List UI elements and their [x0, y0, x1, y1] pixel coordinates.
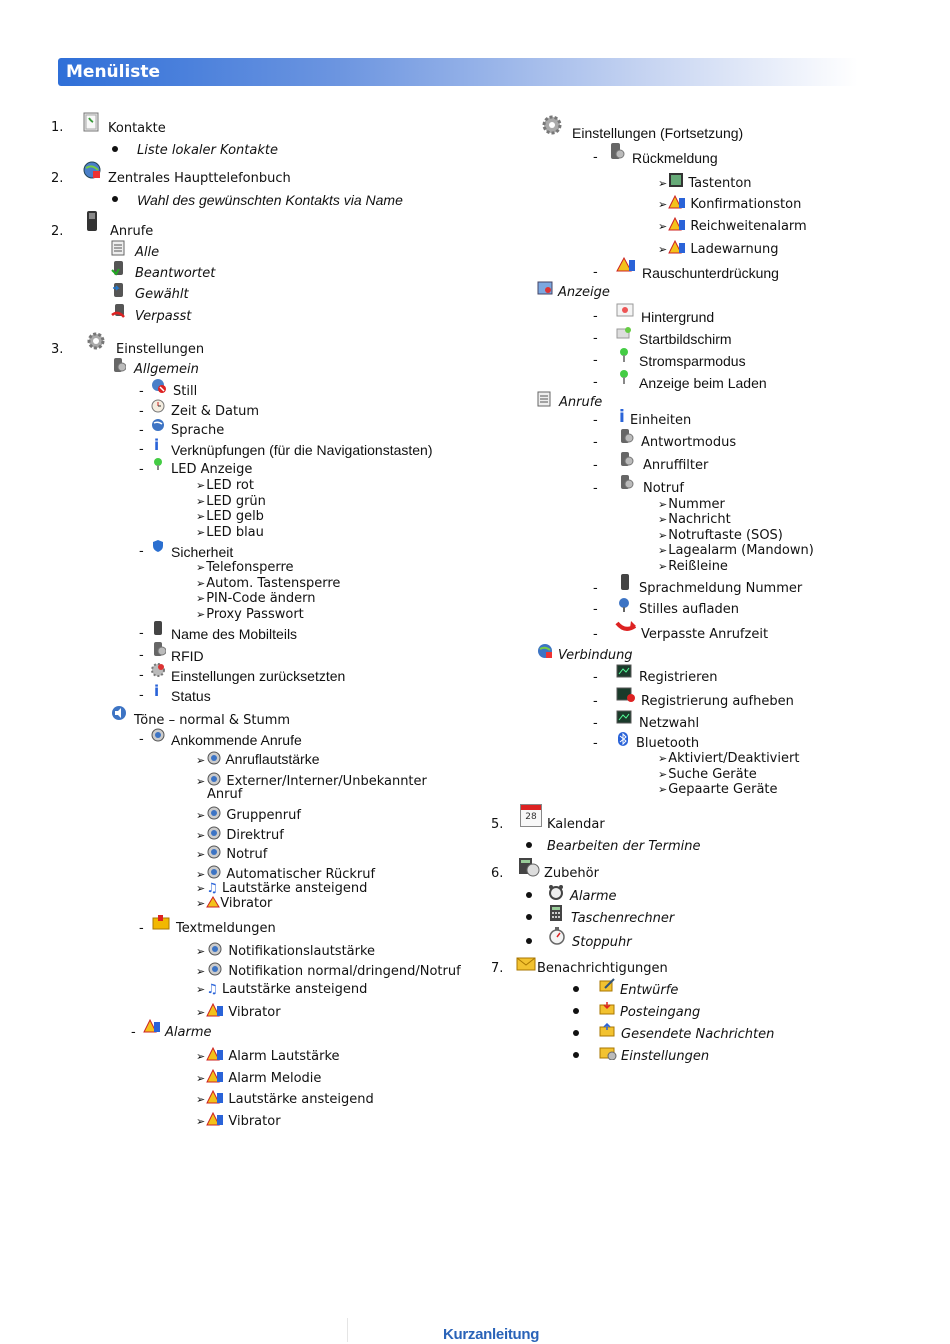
- network-select-icon: [616, 710, 632, 724]
- menu-item-stromsparmodus[interactable]: Stromsparmodus: [639, 353, 746, 369]
- menu-item-toene[interactable]: Töne – normal & Stumm: [134, 713, 291, 728]
- label: Alarm Melodie: [228, 1071, 322, 1086]
- phone-gear-icon: [619, 474, 635, 490]
- label: LED grün: [206, 494, 266, 509]
- inbox-icon: [599, 1001, 615, 1015]
- menu-item-wahl-kontakt[interactable]: Wahl des gewünschten Kontakts via Name: [137, 192, 403, 208]
- menu-item-suche-geraete[interactable]: [658, 767, 757, 783]
- alarm-icon: [206, 1047, 224, 1061]
- menu-item-alarm-lautstaerke[interactable]: [196, 1047, 340, 1065]
- label: Alarm Lautstärke: [228, 1049, 340, 1064]
- language-globe-icon: [151, 418, 165, 432]
- label: Notruf: [226, 847, 268, 862]
- handset-icon: [620, 573, 630, 591]
- missed-call-icon: [111, 303, 127, 319]
- keypad-icon: [668, 172, 684, 188]
- arrow-icon: ➢: [196, 775, 206, 788]
- menu-item-name-mobilteil[interactable]: Name des Mobilteils: [171, 626, 298, 642]
- bullet: [573, 1008, 579, 1014]
- label: LED blau: [206, 525, 264, 540]
- arrow-icon: ➢: [196, 577, 206, 590]
- clock-icon: [151, 399, 165, 413]
- arrow-icon: ➢: [196, 592, 206, 605]
- label: Vibrator: [228, 1114, 281, 1129]
- arrow-icon: ➢: [658, 783, 668, 796]
- label: Vibrator: [220, 896, 273, 911]
- menu-item-gewaehlt[interactable]: Gewählt: [135, 287, 189, 302]
- alarm-icon: [206, 1069, 224, 1083]
- menu-item-ankommende-anrufe[interactable]: Ankommende Anrufe: [171, 732, 302, 748]
- dash: -: [139, 544, 144, 559]
- ringtone-icon: [206, 826, 222, 840]
- dash: -: [139, 423, 144, 438]
- label: Telefonsperre: [206, 560, 294, 575]
- menu-item-verknuepfungen[interactable]: Verknüpfungen (für die Navigationstasten): [171, 442, 433, 458]
- dash: -: [593, 716, 598, 731]
- call-list-icon: [537, 391, 551, 407]
- dash: -: [593, 670, 598, 685]
- bullet: [526, 914, 532, 920]
- menu-item-verpasst[interactable]: Verpasst: [135, 309, 192, 324]
- label: Direktruf: [226, 828, 284, 843]
- arrow-icon: ➢: [196, 945, 206, 958]
- silent-icon: [151, 378, 167, 394]
- menu-item-sicherheit[interactable]: Sicherheit: [171, 544, 234, 560]
- dash: -: [139, 688, 144, 703]
- label: Proxy Passwort: [206, 607, 304, 622]
- arrow-icon: ➢: [658, 220, 668, 233]
- dash: -: [139, 442, 144, 457]
- dash: -: [139, 648, 144, 663]
- menu-item-allgemein[interactable]: Allgemein: [134, 362, 199, 377]
- menu-item-still[interactable]: Still: [173, 384, 198, 399]
- menu-item-gepaarte-geraete[interactable]: [658, 782, 778, 798]
- label: Gruppenruf: [226, 808, 301, 823]
- menu-item-reissleine[interactable]: [658, 559, 728, 575]
- label: Konfirmationston: [690, 197, 802, 212]
- charging-led-icon: [618, 369, 630, 385]
- arrow-icon: ➢: [196, 965, 206, 978]
- arrow-icon: ➢: [196, 897, 206, 910]
- home-screen-icon: [616, 326, 632, 340]
- menu-item-anrufe[interactable]: Anrufe: [110, 224, 154, 239]
- label: Lautstärke ansteigend: [228, 1092, 374, 1107]
- calendar-icon: [520, 804, 542, 827]
- stopwatch-icon: [548, 927, 566, 945]
- menu-item-bluetooth[interactable]: Bluetooth: [636, 736, 700, 751]
- phone-gear-icon: [619, 428, 635, 444]
- arrow-icon: ➢: [196, 479, 206, 492]
- item-number: 5.: [491, 817, 504, 832]
- dash: -: [139, 668, 144, 683]
- calendar-day: 28: [525, 812, 537, 822]
- info-icon: i: [619, 407, 625, 427]
- bullet: [112, 146, 118, 152]
- label: Notifikationslautstärke: [228, 944, 376, 959]
- bullet: [526, 842, 532, 848]
- menu-item-startbildschirm[interactable]: Startbildschirm: [639, 331, 732, 347]
- dash: -: [593, 581, 598, 596]
- answered-call-icon: [111, 260, 125, 276]
- dash: -: [593, 627, 598, 642]
- bullet: [526, 938, 532, 944]
- alarm-icon: [668, 217, 686, 231]
- power-save-led-icon: [618, 347, 630, 363]
- bullet: [526, 892, 532, 898]
- menu-item-lagealarm[interactable]: [658, 543, 814, 559]
- label: Aktiviert/Deaktiviert: [668, 751, 800, 766]
- bluetooth-icon: [617, 731, 629, 747]
- display-icon: [537, 281, 553, 295]
- menu-item-led-gelb[interactable]: [196, 509, 264, 525]
- menu-item-benachrichtigungen[interactable]: Benachrichtigungen: [537, 961, 668, 976]
- dash: -: [139, 384, 144, 399]
- speaker-globe-icon: [111, 705, 127, 721]
- menu-item-kontakte[interactable]: Kontakte: [108, 121, 166, 136]
- arrow-icon: ➢: [658, 560, 668, 573]
- dash: -: [593, 481, 598, 496]
- envelope-icon: [516, 957, 536, 971]
- gear-icon: [541, 114, 563, 136]
- alarm-icon: [206, 1112, 224, 1126]
- bullet: [573, 1052, 579, 1058]
- dash: -: [593, 309, 598, 324]
- menu-item-status[interactable]: Status: [171, 688, 211, 704]
- arrow-icon: ➢: [196, 882, 206, 895]
- menu-item-notruf-ton[interactable]: [196, 845, 267, 863]
- arrow-icon: ➢: [658, 768, 668, 781]
- menu-item-stoppuhr[interactable]: Stoppuhr: [572, 935, 632, 950]
- menu-item-anrufe-einstellungen[interactable]: Anrufe: [559, 395, 603, 410]
- menu-item-einstellungen-fortsetzung[interactable]: Einstellungen (Fortsetzung): [572, 125, 744, 141]
- menu-item-anzeige-beim-laden[interactable]: Anzeige beim Laden: [639, 375, 767, 391]
- arrow-icon: ➢: [196, 561, 206, 574]
- arrow-icon: ➢: [658, 498, 668, 511]
- menu-item-bearbeiten-termine[interactable]: Bearbeiten der Termine: [547, 839, 701, 854]
- ringtone-icon: [150, 727, 166, 743]
- menu-item-zentrales-haupttelefonbuch[interactable]: Zentrales Haupttelefonbuch: [108, 171, 291, 186]
- menu-item-stilles-aufladen[interactable]: Stilles aufladen: [639, 602, 739, 617]
- menu-item-taschenrechner[interactable]: Taschenrechner: [571, 911, 675, 926]
- arrow-icon: ➢: [658, 198, 668, 211]
- label: PIN-Code ändern: [206, 591, 316, 606]
- menu-item-registrieren[interactable]: Registrieren: [639, 670, 718, 685]
- arrow-icon: ➢: [658, 177, 668, 190]
- noise-suppression-icon: [616, 257, 636, 273]
- arrow-icon: ➢: [196, 1050, 206, 1063]
- label: Lagealarm (Mandown): [668, 543, 814, 558]
- phone-gear-icon: [112, 357, 126, 373]
- contacts-book-icon: [82, 112, 100, 132]
- menu-item-zuruecksetzen[interactable]: Einstellungen zurücksetzten: [171, 668, 346, 684]
- dash: -: [593, 413, 598, 428]
- led-icon: [152, 457, 164, 471]
- alarm-icon: [143, 1019, 161, 1033]
- menu-item-vibrator[interactable]: [196, 896, 272, 912]
- menu-item-zubehoer[interactable]: Zubehör: [544, 866, 599, 881]
- dash: -: [139, 462, 144, 477]
- arrow-icon: ➢: [196, 1115, 206, 1128]
- menu-item-anruflautstaerke[interactable]: [196, 751, 320, 769]
- menu-item-ladewarnung[interactable]: [658, 240, 779, 258]
- reset-gear-icon: [150, 662, 166, 678]
- menu-item-rauschunterdrueckung[interactable]: Rauschunterdrückung: [642, 265, 779, 281]
- menu-item-liste-lokaler-kontakte[interactable]: Liste lokaler Kontakte: [137, 143, 278, 158]
- menu-item-alarm-melodie[interactable]: [196, 1069, 321, 1087]
- menu-item-nummer[interactable]: [658, 497, 725, 513]
- menu-item-sprachmeldung[interactable]: Sprachmeldung Nummer: [639, 581, 803, 596]
- dash: -: [593, 736, 598, 751]
- bullet: [112, 196, 118, 202]
- menu-item-konfirmationston[interactable]: [658, 195, 801, 213]
- menu-item-tastenton[interactable]: [658, 172, 752, 192]
- ringtone-icon: [206, 751, 222, 765]
- menu-item-led-anzeige[interactable]: [171, 462, 252, 478]
- menu-item-netzwahl[interactable]: Netzwahl: [639, 716, 700, 731]
- label: LED gelb: [206, 509, 264, 524]
- phone-gear-icon: [619, 451, 635, 467]
- ringtone-icon: [206, 962, 224, 976]
- wallpaper-icon: [616, 303, 634, 317]
- menu-item-rfid[interactable]: RFID: [171, 648, 204, 664]
- label: Anruflautstärke: [225, 751, 320, 767]
- menu-item-led-rot[interactable]: [196, 478, 254, 494]
- dialed-call-icon: [111, 282, 125, 298]
- ringtone-icon: [206, 806, 222, 820]
- menu-item-posteingang[interactable]: Posteingang: [620, 1005, 701, 1020]
- bullet: [573, 986, 579, 992]
- dash: -: [593, 331, 598, 346]
- arrow-icon: ➢: [196, 1093, 206, 1106]
- arrow-icon: ➢: [196, 868, 206, 881]
- label: Automatischer Rückruf: [226, 867, 376, 882]
- dash: -: [593, 602, 598, 617]
- menu-item-nachricht[interactable]: [658, 512, 731, 528]
- menu-item-alarme[interactable]: Alarme: [165, 1025, 212, 1040]
- menu-item-beantwortet[interactable]: Beantwortet: [135, 266, 216, 281]
- arrow-icon: ➢: [196, 848, 206, 861]
- missed-call-arrow-icon: [615, 619, 637, 635]
- menu-item-sprache[interactable]: Sprache: [171, 423, 225, 438]
- sent-icon: [599, 1023, 615, 1037]
- menu-item-alle[interactable]: Alle: [135, 245, 160, 260]
- item-number: 1.: [51, 120, 64, 135]
- menu-item-anruffilter[interactable]: Anruffilter: [643, 458, 709, 473]
- menu-item-alarme-zubehoer[interactable]: Alarme: [570, 889, 617, 904]
- alarm-icon: [668, 195, 686, 209]
- menu-item-direktruf[interactable]: [196, 826, 284, 844]
- dash: -: [139, 626, 144, 641]
- menu-item-einstellungen-nachrichten[interactable]: Einstellungen: [621, 1049, 710, 1064]
- menu-item-alarm-lautstaerke-ansteigend[interactable]: [196, 1090, 374, 1108]
- arrow-icon: ➢: [196, 809, 206, 822]
- menu-item-notifikationslautstaerke[interactable]: [196, 942, 375, 960]
- rfid-icon: [152, 641, 166, 657]
- vibrate-warning-icon: [206, 1003, 224, 1017]
- menu-item-lautstaerke-ansteigend[interactable]: [196, 881, 367, 897]
- info-icon: i: [154, 436, 160, 454]
- message-settings-icon: [599, 1044, 617, 1060]
- item-number: 3.: [51, 342, 64, 357]
- ringtone-icon: [206, 942, 224, 956]
- alarm-icon: [206, 1090, 224, 1104]
- dash: -: [593, 694, 598, 709]
- menu-item-notruf[interactable]: Notruf: [643, 481, 684, 496]
- charging-globe-icon: [616, 597, 632, 613]
- menu-item-antwortmodus[interactable]: Antwortmodus: [641, 435, 737, 450]
- arrow-icon: ➢: [196, 983, 206, 996]
- footer-kurzanleitung: Kurzanleitung: [443, 1326, 540, 1343]
- arrow-icon: ➢: [196, 510, 206, 523]
- item-number: 6.: [491, 866, 504, 881]
- label: Gepaarte Geräte: [668, 782, 778, 797]
- menu-item-reichweitenalarm[interactable]: [658, 217, 807, 235]
- label: Autom. Tastensperre: [206, 576, 341, 591]
- bullet: [573, 1030, 579, 1036]
- menu-item-kalendar[interactable]: Kalendar: [547, 817, 605, 832]
- mobile-phone-icon: [86, 210, 98, 232]
- menu-item-led-blau[interactable]: [196, 525, 264, 541]
- item-number: 2.: [51, 224, 64, 239]
- label: Nachricht: [668, 512, 731, 527]
- arrow-icon: ➢: [196, 608, 206, 621]
- connection-globe-icon: [537, 643, 553, 659]
- label: LED rot: [206, 478, 254, 493]
- unregister-icon: [616, 687, 636, 703]
- menu-item-gruppenruf[interactable]: [196, 806, 301, 824]
- menu-item-telefonsperre[interactable]: [196, 560, 294, 576]
- menu-item-verpasste-anrufzeit[interactable]: Verpasste Anrufzeit: [641, 627, 769, 642]
- menu-item-gesendete-nachrichten[interactable]: Gesendete Nachrichten: [621, 1027, 775, 1042]
- dash: -: [593, 150, 598, 165]
- label: Ladewarnung: [690, 242, 779, 257]
- arrow-icon: ➢: [196, 526, 206, 539]
- arrow-icon: ➢: [196, 755, 206, 767]
- text-message-icon: [152, 914, 170, 930]
- menu-item-verbindung[interactable]: Verbindung: [558, 648, 633, 663]
- menu-item-alarm-vibrator[interactable]: [196, 1112, 281, 1130]
- dash: -: [593, 458, 598, 473]
- dash: -: [593, 435, 598, 450]
- item-number: 2.: [51, 171, 64, 186]
- menu-item-vibrator-2[interactable]: [196, 1003, 281, 1021]
- dash: -: [139, 404, 144, 419]
- menu-item-tastensperre[interactable]: [196, 576, 340, 592]
- arrow-icon: ➢: [658, 243, 668, 256]
- label: Notifikation normal/dringend/Notruf: [228, 964, 461, 979]
- label: Vibrator: [228, 1005, 281, 1020]
- music-note-icon: ♫: [206, 982, 218, 997]
- menu-item-registrierung-aufheben[interactable]: Registrierung aufheben: [641, 694, 794, 709]
- gear-icon: [86, 331, 106, 351]
- externer-label-continued: Anruf: [207, 787, 243, 802]
- dash: -: [131, 1025, 136, 1040]
- menu-item-proxy-passwort[interactable]: [196, 607, 304, 623]
- network-icon: [616, 664, 632, 678]
- dash: -: [593, 265, 598, 280]
- dash: -: [593, 353, 598, 368]
- label: Notruftaste (SOS): [668, 528, 783, 543]
- handset-icon: [153, 620, 163, 636]
- menu-item-notruftaste[interactable]: [658, 528, 783, 544]
- ringtone-icon: [206, 845, 222, 859]
- arrow-icon: ➢: [658, 513, 668, 526]
- alarm-clock-icon: [548, 884, 564, 900]
- calculator-icon: [549, 904, 563, 922]
- label: Reißleine: [668, 559, 728, 574]
- label: Lautstärke ansteigend: [222, 881, 368, 896]
- dash: -: [139, 921, 144, 936]
- music-note-icon: ♫: [206, 881, 218, 896]
- menu-item-notifikation-normal[interactable]: [196, 962, 461, 980]
- label: Lautstärke ansteigend: [222, 982, 368, 997]
- ringtone-icon: [206, 772, 222, 786]
- footer-divider: [347, 1318, 348, 1342]
- menu-item-einstellungen[interactable]: Einstellungen: [116, 342, 205, 357]
- ringtone-icon: [206, 865, 222, 879]
- menu-item-einheiten[interactable]: Einheiten: [630, 413, 692, 428]
- menu-item-aktiviert-deaktiviert[interactable]: [658, 751, 799, 767]
- call-list-icon: [111, 240, 125, 256]
- menu-item-rueckmeldung[interactable]: Rückmeldung: [632, 150, 718, 166]
- menu-item-entwuerfe[interactable]: Entwürfe: [620, 983, 679, 998]
- accessories-icon: [518, 857, 540, 877]
- page-title: Menüliste: [66, 62, 161, 82]
- menu-item-led-gruen[interactable]: [196, 494, 266, 510]
- arrow-icon: ➢: [196, 829, 206, 842]
- arrow-icon: ➢: [196, 1072, 206, 1085]
- menu-item-hintergrund[interactable]: Hintergrund: [641, 309, 715, 325]
- info-icon: i: [154, 682, 160, 700]
- led-anzeige-label: LED Anzeige: [171, 462, 253, 477]
- label: Tastenton: [688, 176, 752, 191]
- dash: -: [139, 732, 144, 747]
- title-banner: [58, 58, 858, 86]
- label: Reichweitenalarm: [690, 219, 807, 234]
- drafts-icon: [599, 978, 615, 992]
- arrow-icon: ➢: [196, 495, 206, 508]
- arrow-icon: ➢: [196, 1006, 206, 1019]
- alarm-icon: [668, 240, 686, 254]
- vibrate-warning-icon: [206, 896, 220, 908]
- label: Externer/Interner/Unbekannter: [226, 774, 427, 789]
- menu-item-pin-aendern[interactable]: [196, 591, 316, 607]
- security-shield-icon: [151, 539, 165, 553]
- menu-item-textmeldungen[interactable]: Textmeldungen: [176, 921, 276, 936]
- dash: -: [593, 375, 598, 390]
- menu-item-zeit-datum[interactable]: Zeit & Datum: [171, 404, 259, 419]
- arrow-icon: ➢: [658, 529, 668, 542]
- globe-phonebook-icon: [82, 160, 102, 180]
- arrow-icon: ➢: [658, 544, 668, 557]
- menu-item-lautstaerke-ansteigend-2[interactable]: [196, 982, 367, 998]
- arrow-icon: ➢: [658, 752, 668, 765]
- label: Suche Geräte: [668, 767, 757, 782]
- phone-gear-icon: [608, 142, 626, 160]
- label: Nummer: [668, 497, 725, 512]
- menu-item-anzeige[interactable]: Anzeige: [558, 285, 610, 300]
- item-number: 7.: [491, 961, 504, 976]
